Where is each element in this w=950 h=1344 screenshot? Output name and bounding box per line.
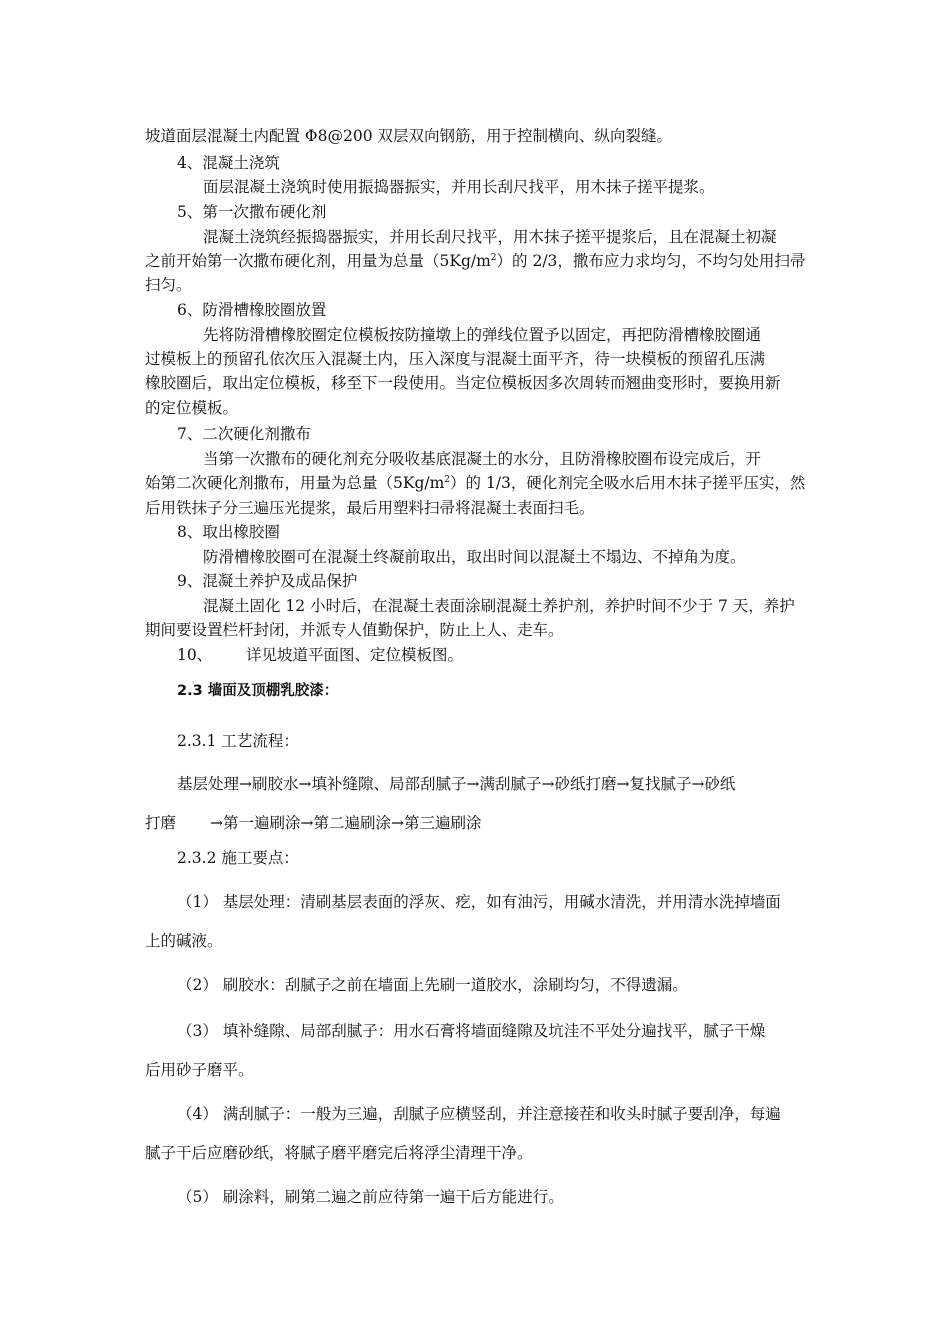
section-9-line-2: 期间要设置栏杆封闭，并派专人值勤保护，防止上人、走车。 xyxy=(145,621,564,639)
heading-2-3-1: 2.3.1 工艺流程： xyxy=(177,732,299,750)
section-6-line-1: 先将防滑槽橡胶圈定位模板按防撞墩上的弹线位置予以固定，再把防滑槽橡胶圈通 xyxy=(203,326,762,344)
section-5-line-2: 之前开始第一次撒布硬化剂，用量为总量$(5Kg/m^2)$的 2/3，撒布应力求均匀，不均匀处用扫帚 xyxy=(145,252,806,270)
point-5: （5） 刷涂料，刷第二遍之前应待第一遍干后方能进行。 xyxy=(177,1188,564,1206)
intro-paragraph: 坡道面层混凝土内配置 Φ8@200 双层双向钢筋，用于控制横向、纵向裂缝。 xyxy=(145,127,673,145)
point-4-line-2: 腻子干后应磨砂纸，将腻子磨平磨完后将浮尘清理干净。 xyxy=(145,1144,533,1162)
section-4-body: 面层混凝土浇筑时使用振捣器振实，并用长刮尺找平，用木抹子搓平提浆。 xyxy=(203,178,715,196)
process-flow-line-1: 基层处理→刷胶水→填补缝隙、局部刮腻子→满刮腻子→砂纸打磨→复找腻子→砂纸 xyxy=(177,775,736,793)
section-6-heading: 6、防滑槽橡胶圈放置 xyxy=(177,301,327,319)
point-3-line-1: （3） 填补缝隙、局部刮腻子：用水石膏将墙面缝隙及坑洼不平处分遍找平，腻子干燥 xyxy=(177,1022,766,1040)
heading-2-3-2: 2.3.2 施工要点： xyxy=(177,849,299,867)
heading-2-3: 2.3 墙面及顶棚乳胶漆： xyxy=(177,683,339,699)
point-3-line-2: 后用砂子磨平。 xyxy=(145,1061,254,1079)
point-1-line-1: （1） 基层处理：清刷基层表面的浮灰、疙，如有油污，用碱水清洗，并用清水洗掉墙面 xyxy=(177,893,781,911)
section-6-line-3: 橡胶圈后，取出定位模板，移至下一段使用。当定位模板因多次周转而翘曲变形时，要换用新 xyxy=(145,374,781,392)
section-8-body: 防滑槽橡胶圈可在混凝土终凝前取出，取出时间以混凝土不塌边、不掉角为度。 xyxy=(203,548,746,566)
point-1-line-2: 上的碱液。 xyxy=(145,932,223,950)
section-5-line-1: 混凝土浇筑经振捣器振实，并用长刮尺找平，用木抹子搓平提浆后，且在混凝土初凝 xyxy=(203,228,777,246)
section-7-line-3: 后用铁抹子分三遍压光提浆，最后用塑料扫帚将混凝土表面扫毛。 xyxy=(145,499,595,517)
section-7-heading: 7、二次硬化剂撒布 xyxy=(177,425,311,443)
process-flow-line-2b: →第一遍刷涂→第二遍刷涂→第三遍刷涂 xyxy=(210,814,482,832)
section-5-line-3: 扫匀。 xyxy=(145,276,192,294)
section-5-heading: 5、第一次撒布硬化剂 xyxy=(177,203,327,221)
section-7-line-2: 始第二次硬化剂撒布，用量为总量$(5Kg/m^2)$的 1/3，硬化剂完全吸水后用木抹子搓平压实，然 xyxy=(145,474,806,492)
point-4-line-1: （4） 满刮腻子：一般为三遍，刮腻子应横竖刮，并注意接茬和收头时腻子要刮净，每遍 xyxy=(177,1105,781,1123)
section-8-heading: 8、取出橡胶圈 xyxy=(177,523,280,541)
process-flow-line-2a: 打磨 xyxy=(145,814,177,832)
section-7-line-1: 当第一次撒布的硬化剂充分吸收基底混凝土的水分，且防滑橡胶圈布设完成后，开 xyxy=(203,450,762,468)
section-10-text: 详见坡道平面图、定位模板图。 xyxy=(246,646,464,664)
section-4-heading: 4、混凝土浇筑 xyxy=(177,154,280,172)
section-10-number: 10、 xyxy=(177,646,213,664)
section-6-line-4: 的定位模板。 xyxy=(145,399,239,417)
section-6-line-2: 过模板上的预留孔依次压入混凝土内，压入深度与混凝土面平齐，待一块模板的预留孔压满 xyxy=(145,350,766,368)
section-9-line-1: 混凝土固化 12 小时后，在混凝土表面涂刷混凝土养护剂，养护时间不少于 7 天，养护 xyxy=(203,597,795,615)
section-9-heading: 9、混凝土养护及成品保护 xyxy=(177,572,358,590)
point-2: （2） 刷胶水：刮腻子之前在墙面上先刷一道胶水，涂刷均匀，不得遗漏。 xyxy=(177,976,688,994)
